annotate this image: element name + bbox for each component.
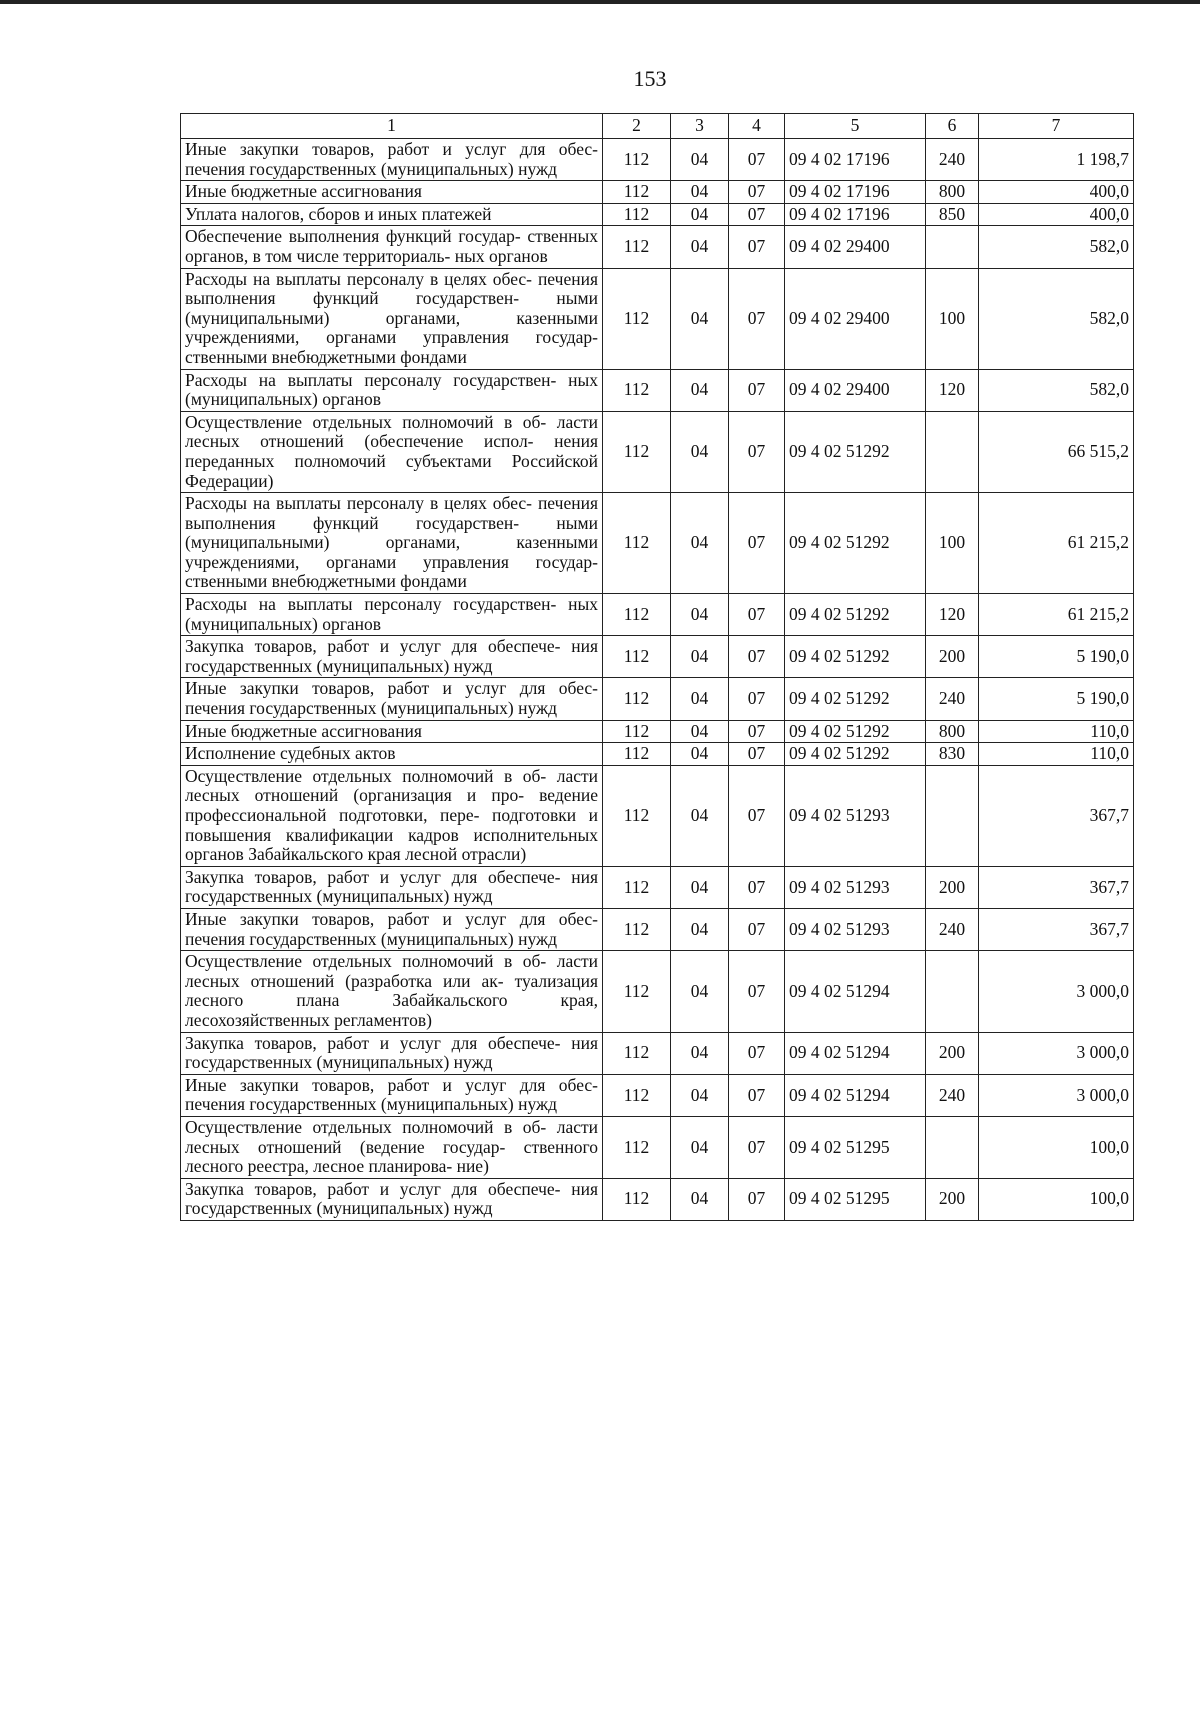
row-name-cell: Расходы на выплаты персоналу в целях обес- печения выполнения функций государствен- ными (муниципальными) органами, казенными учреждениями, органами управления государ- ственными внебюджетными фондами bbox=[181, 493, 603, 594]
row-col2-cell: 112 bbox=[603, 411, 671, 492]
row-col3-cell: 04 bbox=[671, 1074, 729, 1116]
row-col3-cell: 04 bbox=[671, 594, 729, 636]
row-col3-cell: 04 bbox=[671, 743, 729, 766]
row-classification-code-cell: 09 4 02 51295 bbox=[785, 1116, 926, 1178]
row-name-cell: Уплата налогов, сборов и иных платежей bbox=[181, 203, 603, 226]
table-row bbox=[181, 1178, 1134, 1220]
row-name-cell: Иные закупки товаров, работ и услуг для обес- печения государственных (муниципальных) нужд bbox=[181, 1074, 603, 1116]
row-amount-cell: 100,0 bbox=[979, 1116, 1134, 1178]
row-expense-type-cell: 200 bbox=[926, 1178, 979, 1220]
row-col4-cell: 07 bbox=[729, 951, 785, 1032]
table-row bbox=[181, 181, 1134, 204]
row-amount-cell: 5 190,0 bbox=[979, 678, 1134, 720]
row-expense-type-cell: 830 bbox=[926, 743, 979, 766]
table-body bbox=[181, 139, 1134, 1221]
row-classification-code-cell: 09 4 02 17196 bbox=[785, 181, 926, 204]
row-col2-cell: 112 bbox=[603, 181, 671, 204]
row-col3-cell: 04 bbox=[671, 720, 729, 743]
row-col2-cell: 112 bbox=[603, 139, 671, 181]
row-classification-code-cell: 09 4 02 51295 bbox=[785, 1178, 926, 1220]
row-name-cell: Закупка товаров, работ и услуг для обеспече- ния государственных (муниципальных) нужд bbox=[181, 1032, 603, 1074]
row-amount-cell: 110,0 bbox=[979, 743, 1134, 766]
row-classification-code-cell: 09 4 02 29400 bbox=[785, 268, 926, 369]
row-name-cell: Обеспечение выполнения функций государ- ственных органов, в том числе территориаль- ных органов bbox=[181, 226, 603, 268]
table-row bbox=[181, 743, 1134, 766]
row-col3-cell: 04 bbox=[671, 369, 729, 411]
row-col3-cell: 04 bbox=[671, 139, 729, 181]
row-classification-code-cell: 09 4 02 51292 bbox=[785, 594, 926, 636]
row-name-cell: Расходы на выплаты персоналу государствен- ных (муниципальных) органов bbox=[181, 594, 603, 636]
row-col4-cell: 07 bbox=[729, 203, 785, 226]
budget-table bbox=[180, 113, 1134, 1221]
row-classification-code-cell: 09 4 02 17196 bbox=[785, 139, 926, 181]
row-classification-code-cell: 09 4 02 51293 bbox=[785, 765, 926, 866]
row-name-cell: Осуществление отдельных полномочий в об- ласти лесных отношений (обеспечение испол- нения переданных полномочий субъектами Российской Федерации) bbox=[181, 411, 603, 492]
row-classification-code-cell: 09 4 02 51293 bbox=[785, 908, 926, 950]
row-expense-type-cell bbox=[926, 951, 979, 1032]
column-header-4: 4 bbox=[729, 114, 785, 139]
row-name-cell: Закупка товаров, работ и услуг для обеспече- ния государственных (муниципальных) нужд bbox=[181, 1178, 603, 1220]
row-expense-type-cell: 800 bbox=[926, 720, 979, 743]
row-expense-type-cell: 240 bbox=[926, 908, 979, 950]
row-amount-cell: 582,0 bbox=[979, 226, 1134, 268]
table-row bbox=[181, 594, 1134, 636]
row-col3-cell: 04 bbox=[671, 1032, 729, 1074]
row-expense-type-cell: 850 bbox=[926, 203, 979, 226]
row-col3-cell: 04 bbox=[671, 268, 729, 369]
row-col3-cell: 04 bbox=[671, 951, 729, 1032]
row-name-cell: Осуществление отдельных полномочий в об- ласти лесных отношений (организация и про- ведение профессиональной подготовки, пере- подготовки и повышения квалификации кадров исполнительных органов Забайкальского края лесной отрасли) bbox=[181, 765, 603, 866]
row-amount-cell: 3 000,0 bbox=[979, 951, 1134, 1032]
row-name-cell: Осуществление отдельных полномочий в об- ласти лесных отношений (разработка или ак- туализация лесного плана Забайкальского края, лесохозяйственных регламентов) bbox=[181, 951, 603, 1032]
row-col3-cell: 04 bbox=[671, 493, 729, 594]
row-col2-cell: 112 bbox=[603, 1074, 671, 1116]
table-row bbox=[181, 203, 1134, 226]
row-expense-type-cell bbox=[926, 1116, 979, 1178]
row-col3-cell: 04 bbox=[671, 765, 729, 866]
row-amount-cell: 110,0 bbox=[979, 720, 1134, 743]
table-row bbox=[181, 226, 1134, 268]
row-col4-cell: 07 bbox=[729, 181, 785, 204]
row-col3-cell: 04 bbox=[671, 1116, 729, 1178]
row-col2-cell: 112 bbox=[603, 951, 671, 1032]
row-col3-cell: 04 bbox=[671, 1178, 729, 1220]
row-col2-cell: 112 bbox=[603, 226, 671, 268]
row-col4-cell: 07 bbox=[729, 866, 785, 908]
row-col4-cell: 07 bbox=[729, 226, 785, 268]
row-classification-code-cell: 09 4 02 51293 bbox=[785, 866, 926, 908]
column-header-7: 7 bbox=[979, 114, 1134, 139]
row-col4-cell: 07 bbox=[729, 139, 785, 181]
row-name-cell: Расходы на выплаты персоналу государствен- ных (муниципальных) органов bbox=[181, 369, 603, 411]
row-name-cell: Иные закупки товаров, работ и услуг для обес- печения государственных (муниципальных) нужд bbox=[181, 139, 603, 181]
row-classification-code-cell: 09 4 02 17196 bbox=[785, 203, 926, 226]
table-header bbox=[181, 114, 1134, 139]
row-col4-cell: 07 bbox=[729, 765, 785, 866]
column-header-2: 2 bbox=[603, 114, 671, 139]
table-row bbox=[181, 951, 1134, 1032]
row-classification-code-cell: 09 4 02 29400 bbox=[785, 369, 926, 411]
row-name-cell: Закупка товаров, работ и услуг для обеспече- ния государственных (муниципальных) нужд bbox=[181, 866, 603, 908]
row-expense-type-cell bbox=[926, 411, 979, 492]
table-row bbox=[181, 866, 1134, 908]
row-expense-type-cell bbox=[926, 765, 979, 866]
row-name-cell: Осуществление отдельных полномочий в об- ласти лесных отношений (ведение государ- ственного лесного реестра, лесное планирова- ние) bbox=[181, 1116, 603, 1178]
page-number: 153 bbox=[633, 66, 667, 91]
column-header-6: 6 bbox=[926, 114, 979, 139]
row-col2-cell: 112 bbox=[603, 369, 671, 411]
row-name-cell: Исполнение судебных актов bbox=[181, 743, 603, 766]
column-header-3: 3 bbox=[671, 114, 729, 139]
row-expense-type-cell: 200 bbox=[926, 1032, 979, 1074]
row-expense-type-cell: 100 bbox=[926, 493, 979, 594]
row-col3-cell: 04 bbox=[671, 908, 729, 950]
row-col2-cell: 112 bbox=[603, 493, 671, 594]
row-col2-cell: 112 bbox=[603, 866, 671, 908]
column-header-1: 1 bbox=[181, 114, 603, 139]
row-col2-cell: 112 bbox=[603, 1032, 671, 1074]
row-amount-cell: 400,0 bbox=[979, 181, 1134, 204]
row-expense-type-cell: 800 bbox=[926, 181, 979, 204]
row-name-cell: Иные закупки товаров, работ и услуг для обес- печения государственных (муниципальных) нужд bbox=[181, 908, 603, 950]
row-classification-code-cell: 09 4 02 51294 bbox=[785, 951, 926, 1032]
row-col2-cell: 112 bbox=[603, 1178, 671, 1220]
row-col4-cell: 07 bbox=[729, 636, 785, 678]
row-col4-cell: 07 bbox=[729, 743, 785, 766]
row-col4-cell: 07 bbox=[729, 1116, 785, 1178]
row-name-cell: Закупка товаров, работ и услуг для обеспече- ния государственных (муниципальных) нужд bbox=[181, 636, 603, 678]
row-classification-code-cell: 09 4 02 51292 bbox=[785, 493, 926, 594]
row-name-cell: Иные закупки товаров, работ и услуг для обес- печения государственных (муниципальных) нужд bbox=[181, 678, 603, 720]
row-name-cell: Расходы на выплаты персоналу в целях обес- печения выполнения функций государствен- ными (муниципальными) органами, казенными учреждениями, органами управления государ- ственными внебюджетными фондами bbox=[181, 268, 603, 369]
header-row bbox=[181, 114, 1134, 139]
table-row bbox=[181, 1116, 1134, 1178]
row-amount-cell: 61 215,2 bbox=[979, 493, 1134, 594]
row-col3-cell: 04 bbox=[671, 203, 729, 226]
table-row bbox=[181, 411, 1134, 492]
row-col4-cell: 07 bbox=[729, 369, 785, 411]
row-col2-cell: 112 bbox=[603, 743, 671, 766]
row-amount-cell: 367,7 bbox=[979, 908, 1134, 950]
row-expense-type-cell: 100 bbox=[926, 268, 979, 369]
row-expense-type-cell bbox=[926, 226, 979, 268]
row-amount-cell: 3 000,0 bbox=[979, 1074, 1134, 1116]
row-name-cell: Иные бюджетные ассигнования bbox=[181, 720, 603, 743]
row-col2-cell: 112 bbox=[603, 268, 671, 369]
row-expense-type-cell: 200 bbox=[926, 866, 979, 908]
row-col4-cell: 07 bbox=[729, 1032, 785, 1074]
row-amount-cell: 582,0 bbox=[979, 369, 1134, 411]
row-col3-cell: 04 bbox=[671, 636, 729, 678]
row-expense-type-cell: 120 bbox=[926, 594, 979, 636]
table-row bbox=[181, 636, 1134, 678]
scan-top-border bbox=[0, 0, 1200, 4]
row-col2-cell: 112 bbox=[603, 203, 671, 226]
table-row bbox=[181, 678, 1134, 720]
row-amount-cell: 5 190,0 bbox=[979, 636, 1134, 678]
row-col3-cell: 04 bbox=[671, 181, 729, 204]
row-expense-type-cell: 240 bbox=[926, 139, 979, 181]
row-col3-cell: 04 bbox=[671, 226, 729, 268]
row-col2-cell: 112 bbox=[603, 765, 671, 866]
table-row bbox=[181, 369, 1134, 411]
row-col3-cell: 04 bbox=[671, 678, 729, 720]
table-row bbox=[181, 908, 1134, 950]
row-col4-cell: 07 bbox=[729, 908, 785, 950]
row-classification-code-cell: 09 4 02 51292 bbox=[785, 411, 926, 492]
table-row bbox=[181, 1032, 1134, 1074]
row-amount-cell: 3 000,0 bbox=[979, 1032, 1134, 1074]
row-amount-cell: 582,0 bbox=[979, 268, 1134, 369]
row-amount-cell: 61 215,2 bbox=[979, 594, 1134, 636]
row-classification-code-cell: 09 4 02 51292 bbox=[785, 720, 926, 743]
row-col2-cell: 112 bbox=[603, 720, 671, 743]
table-row bbox=[181, 493, 1134, 594]
row-classification-code-cell: 09 4 02 51292 bbox=[785, 743, 926, 766]
row-expense-type-cell: 240 bbox=[926, 1074, 979, 1116]
row-classification-code-cell: 09 4 02 51294 bbox=[785, 1074, 926, 1116]
row-col4-cell: 07 bbox=[729, 1178, 785, 1220]
row-amount-cell: 100,0 bbox=[979, 1178, 1134, 1220]
table-row bbox=[181, 139, 1134, 181]
row-expense-type-cell: 240 bbox=[926, 678, 979, 720]
column-header-5: 5 bbox=[785, 114, 926, 139]
row-col4-cell: 07 bbox=[729, 1074, 785, 1116]
row-col4-cell: 07 bbox=[729, 678, 785, 720]
row-classification-code-cell: 09 4 02 51292 bbox=[785, 636, 926, 678]
row-col2-cell: 112 bbox=[603, 1116, 671, 1178]
row-amount-cell: 1 198,7 bbox=[979, 139, 1134, 181]
row-col4-cell: 07 bbox=[729, 493, 785, 594]
row-amount-cell: 66 515,2 bbox=[979, 411, 1134, 492]
row-col2-cell: 112 bbox=[603, 908, 671, 950]
row-col4-cell: 07 bbox=[729, 720, 785, 743]
row-col4-cell: 07 bbox=[729, 594, 785, 636]
row-col2-cell: 112 bbox=[603, 678, 671, 720]
table-row bbox=[181, 268, 1134, 369]
table-row bbox=[181, 765, 1134, 866]
table-row bbox=[181, 720, 1134, 743]
row-amount-cell: 400,0 bbox=[979, 203, 1134, 226]
row-col4-cell: 07 bbox=[729, 268, 785, 369]
row-expense-type-cell: 120 bbox=[926, 369, 979, 411]
row-col4-cell: 07 bbox=[729, 411, 785, 492]
row-expense-type-cell: 200 bbox=[926, 636, 979, 678]
row-amount-cell: 367,7 bbox=[979, 765, 1134, 866]
table-row bbox=[181, 1074, 1134, 1116]
row-col2-cell: 112 bbox=[603, 636, 671, 678]
row-amount-cell: 367,7 bbox=[979, 866, 1134, 908]
row-classification-code-cell: 09 4 02 51294 bbox=[785, 1032, 926, 1074]
row-col3-cell: 04 bbox=[671, 866, 729, 908]
row-classification-code-cell: 09 4 02 29400 bbox=[785, 226, 926, 268]
row-classification-code-cell: 09 4 02 51292 bbox=[785, 678, 926, 720]
row-col2-cell: 112 bbox=[603, 594, 671, 636]
row-name-cell: Иные бюджетные ассигнования bbox=[181, 181, 603, 204]
row-col3-cell: 04 bbox=[671, 411, 729, 492]
